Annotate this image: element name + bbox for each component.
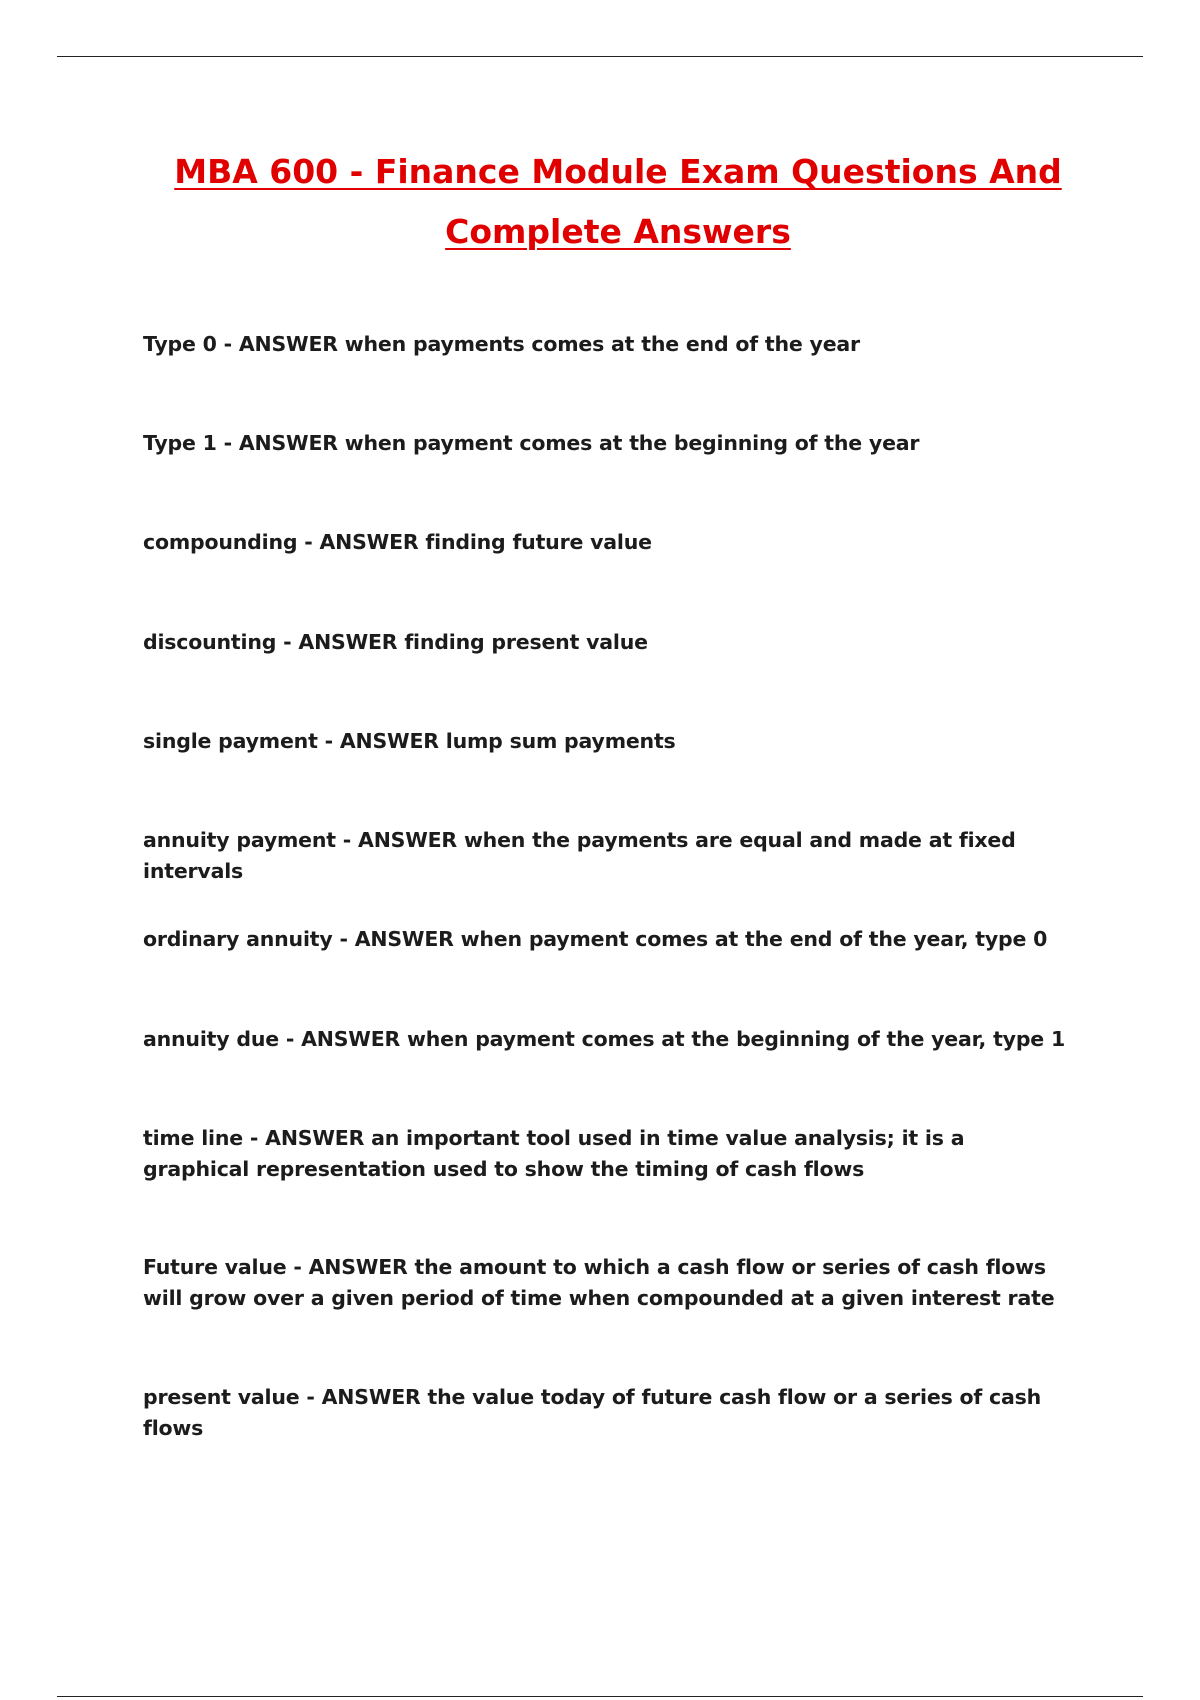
qa-entry: discounting - ANSWER finding present value [143,630,648,654]
qa-entry: Future value - ANSWER the amount to which a cash flow or series of cash flows will grow over a given period of time when compounded at a given interest rate [143,1255,1055,1310]
qa-entry: ordinary annuity - ANSWER when payment comes at the end of the year, type 0 [143,927,1048,951]
qa-entry: Type 0 - ANSWER when payments comes at the end of the year [143,332,860,356]
qa-entry: annuity payment - ANSWER when the payments are equal and made at fixed intervals [143,828,1016,883]
qa-entry: time line - ANSWER an important tool used in time value analysis; it is a graphical representation used to show the timing of cash flows [143,1126,965,1181]
document-title: MBA 600 - Finance Module Exam Questions And Complete Answers [174,152,1062,251]
qa-entry: annuity due - ANSWER when payment comes at the beginning of the year, type 1 [143,1027,1066,1051]
qa-entry: Type 1 - ANSWER when payment comes at the beginning of the year [143,431,920,455]
header-rule [57,56,1143,57]
qa-entry: single payment - ANSWER lump sum payments [143,729,676,753]
qa-entry: present value - ANSWER the value today of future cash flow or a series of cash flows [143,1385,1042,1440]
footer-rule [57,1696,1143,1697]
qa-entry: compounding - ANSWER finding future value [143,530,652,554]
